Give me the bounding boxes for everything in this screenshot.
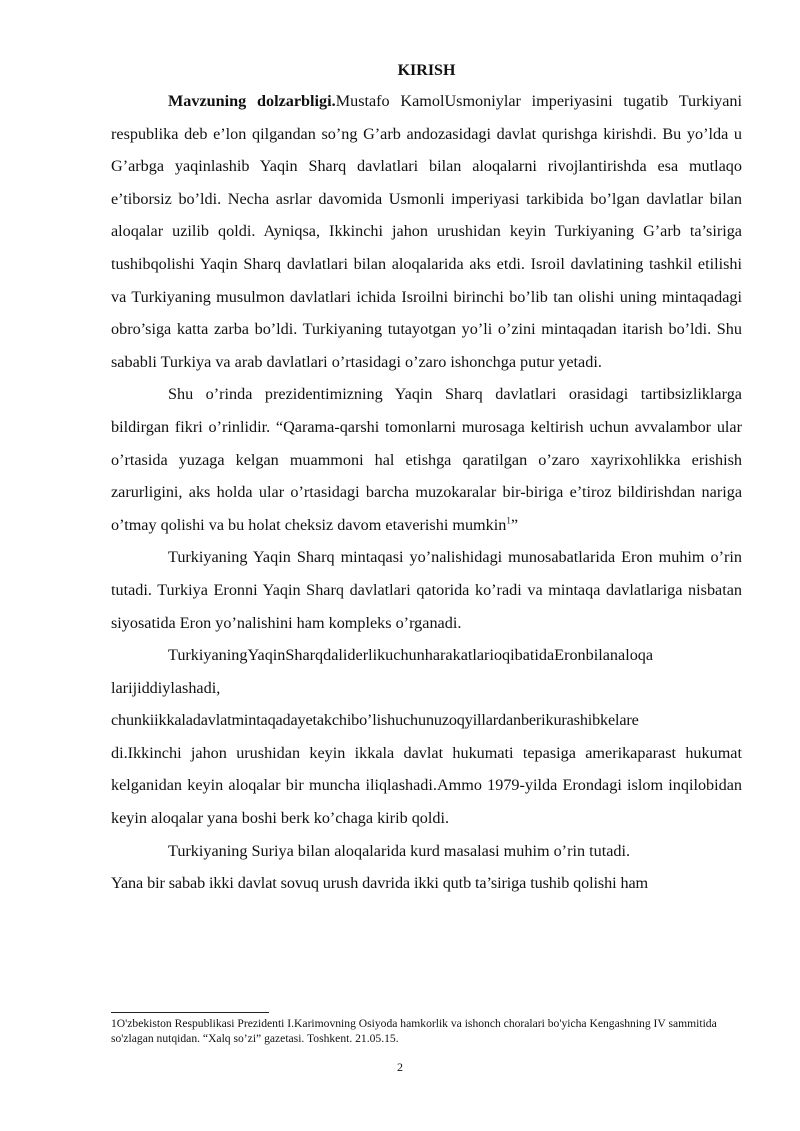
footnote: 1O'zbekiston Respublikasi Prezidenti I.Karimovning Osiyoda hamkorlik va ishonch choralari bo'yicha Kengashning IV sammitida so'zlagan nutqidan. “Xalq so’zi” gazetasi. Toshkent. 21.05.15. [111, 1017, 717, 1045]
paragraph-quote [111, 378, 742, 541]
paragraph-text: Shu o’rinda prezidentimizning Yaqin Sharq davlatlari orasidagi tartibsizliklarga bildirgan fikri o’rinlidir. “Qarama-qarshi tomonlarni murosaga keltirish uchun avvalambor ular o’rtasida yuzaga kelgan muammoni hal etishga qaratilgan o’zaro xayrixohlikka erishish zarurligini, aks holda ular o’rtasidagi barcha muzokaralar bir-biriga e’tiroz bildirishdan nariga o’tmay qolishi va bu holat cheksiz davom etaverishi mumkin [111, 385, 742, 534]
paragraph-lead: Mavzuning dolzarbligi. [168, 92, 336, 110]
footnote-reference: 1 [506, 515, 511, 526]
paragraph-text: TurkiyaningYaqinSharqdaliderlikuchunharakatlarioqibatidaEronbilanaloqa [168, 646, 654, 665]
paragraph-text: Turkiyaning Suriya bilan aloqalarida kurd masalasi muhim o’rin tutadi. [168, 841, 631, 860]
paragraph-syria-line2 [111, 867, 742, 900]
paragraph-iran [111, 541, 742, 639]
paragraph-text: chunkiikkaladavlatmintaqadayetakchibo’lishuchunuzoqyillardanberikurashibkelare [111, 711, 639, 730]
page-number: 2 [397, 1060, 403, 1074]
paragraph-text: Yana bir sabab ikki davlat sovuq urush davrida ikki qutb ta’siriga tushib qolishi ham [111, 874, 649, 893]
footnote-divider [111, 1012, 269, 1013]
paragraph-text: Mustafo KamolUsmoniylar imperiyasini tugatib Turkiyani respublika deb e’lon qilgandan so’ng G’arb andozasidagi davlat qurishga kirishdi. Bu yo’lda u G’arbga yaqinlashib Yaqin Sharq davlatlari bilan aloqalarni rivojlantirishda esa mutlaqo e’tiborsiz bo’ldi. Necha asrlar davomida Usmonli imperiyasi tarkibida bo’lgan davlatlar bilan aloqalar uzilib qoldi. Ayniqsa, Ikkinchi jahon urushidan keyin Turkiyaning G’arb ta’siriga tushibqolishi Yaqin Sharq davlatlari bilan aloqalarida aks etdi. Isroil davlatining tashkil etilishi va Turkiyaning musulmon davlatlari ichida Isroilni birinchi bo’lib tan olishi uning mintaqadagi obro’siga katta zarba bo’ldi. Turkiyaning tutayotgan yo’li o’zini mintaqadan itarish bo’ldi. Shu sababli Turkiya va arab davlatlari o’rtasidagi o’zaro ishonchga putur yetadi. [111, 92, 742, 371]
paragraph-syria-line1 [111, 835, 742, 868]
page-heading: KIRISH [397, 62, 456, 79]
document-body [111, 58, 742, 900]
paragraph-leadership-line2 [111, 672, 742, 705]
paragraph-relevance [111, 85, 742, 378]
paragraph-text: Turkiyaning Yaqin Sharq mintaqasi yo’nalishidagi munosabatlarida Eron muhim o’rin tutadi. Turkiya Eronni Yaqin Sharq davlatlari qatorida ko’radi va mintaqa davlatlariga nisbatan siyosatida Eron yo’nalishini ham kompleks o’rganadi. [111, 548, 742, 632]
paragraph-text: larijiddiylashadi, [111, 678, 221, 697]
paragraph-leadership-line3 [111, 704, 742, 737]
paragraph-leadership-rest [111, 737, 742, 835]
closing-quote: ” [510, 515, 519, 534]
paragraph-text: di.Ikkinchi jahon urushidan keyin ikkala davlat hukumati tepasiga amerikaparast hukumat kelganidan keyin aloqalar bir muncha iliqlashadi.Ammo 1979-yilda Erondagi islom inqilobidan keyin aloqalar yana boshi berk ko’chaga kirib qoldi. [111, 743, 742, 828]
paragraph-leadership-line1 [111, 639, 742, 672]
